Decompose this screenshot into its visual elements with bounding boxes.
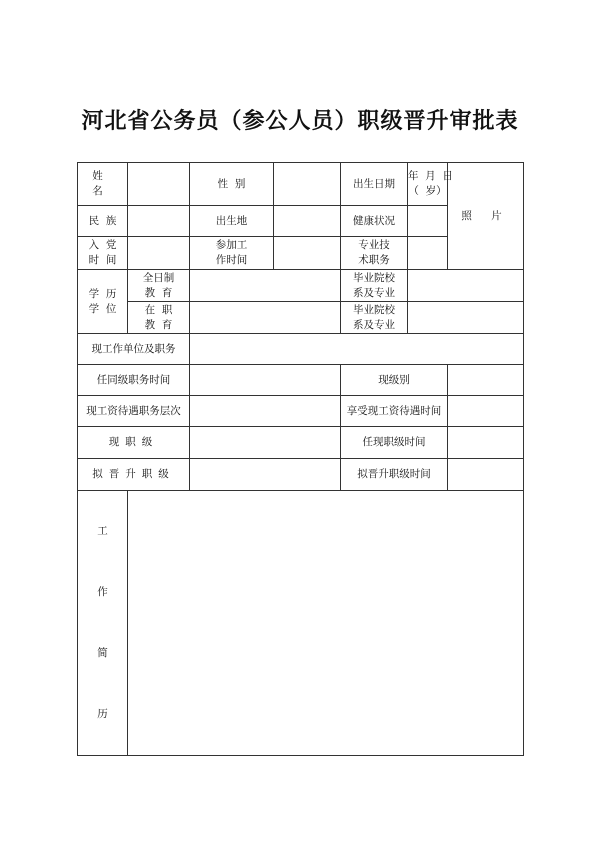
school-line1: 毕业院校 [353, 271, 395, 284]
health-value[interactable] [408, 206, 448, 237]
school-line2: 系及专业 [353, 286, 395, 299]
professional-title-value[interactable] [408, 237, 448, 270]
resume-char-4: 历 [97, 708, 108, 720]
education-line2: 学 位 [88, 302, 117, 315]
name-value[interactable] [128, 163, 190, 206]
gender-value[interactable] [274, 163, 341, 206]
gender-label: 性 别 [190, 163, 274, 206]
enjoy-salary-time-value[interactable] [448, 396, 524, 427]
current-unit-value[interactable] [190, 334, 524, 365]
current-grade-label: 现级别 [341, 365, 448, 396]
inservice-school-label [341, 302, 408, 334]
proposed-rank-time-label: 拟晋升职级时间 [341, 459, 448, 491]
ethnicity-label: 民 族 [78, 206, 128, 237]
work-start-line1: 参加工 [215, 239, 248, 251]
current-rank-time-label: 任现职级时间 [341, 427, 448, 459]
work-start-label [190, 237, 274, 270]
inservice-school-value[interactable] [408, 302, 524, 334]
work-resume-label [78, 491, 128, 756]
birthplace-value[interactable] [274, 206, 341, 237]
fulltime-school-label [341, 270, 408, 302]
salary-level-label: 现工资待遇职务层次 [78, 396, 190, 427]
enjoy-salary-time-label: 享受现工资待遇时间 [341, 396, 448, 427]
fulltime-education-value[interactable] [190, 270, 341, 302]
birth-date-label: 出生日期 [341, 163, 408, 206]
party-join-line1: 入 党 [88, 239, 117, 251]
professional-title-label [341, 237, 408, 270]
same-level-time-label: 任同级职务时间 [78, 365, 190, 396]
health-label: 健康状况 [341, 206, 408, 237]
page-title: 河北省公务员（参公人员）职级晋升审批表 [81, 109, 519, 134]
fulltime-education-label [128, 270, 190, 302]
salary-level-value[interactable] [190, 396, 341, 427]
inservice-education-label [128, 302, 190, 334]
resume-char-2: 作 [97, 586, 108, 598]
fulltime-line2: 教 育 [144, 286, 173, 299]
resume-char-1: 工 [97, 525, 108, 537]
professional-title-line1: 专业技 [358, 239, 390, 251]
work-start-line2: 作时间 [215, 254, 248, 266]
fulltime-school-value[interactable] [408, 270, 524, 302]
birthplace-label: 出生地 [190, 206, 274, 237]
ethnicity-value[interactable] [128, 206, 190, 237]
current-rank-time-value[interactable] [448, 427, 524, 459]
inservice-line2: 教 育 [144, 318, 173, 331]
party-join-line2: 时 间 [88, 254, 117, 266]
education-label [78, 270, 128, 334]
proposed-rank-value[interactable] [190, 459, 341, 491]
birth-ymd: 年 月 日 [408, 170, 453, 182]
current-rank-label: 现职级 [78, 427, 190, 459]
work-start-value[interactable] [274, 237, 341, 270]
fulltime-line1: 全日制 [142, 271, 175, 284]
name-label: 姓 名 [78, 163, 128, 206]
resume-char-3: 简 [97, 647, 108, 659]
current-grade-value[interactable] [448, 365, 524, 396]
inservice-line1: 在 职 [144, 303, 173, 316]
school2-line1: 毕业院校 [353, 303, 395, 316]
inservice-education-value[interactable] [190, 302, 341, 334]
work-resume-value[interactable] [128, 491, 524, 756]
birth-age: （ 岁） [408, 185, 447, 197]
education-line1: 学 历 [88, 287, 117, 300]
approval-form-table [77, 162, 524, 756]
proposed-rank-time-value[interactable] [448, 459, 524, 491]
professional-title-line2: 术职务 [358, 254, 390, 266]
party-join-value[interactable] [128, 237, 190, 270]
party-join-label [78, 237, 128, 270]
photo-area[interactable]: 照 片 [448, 163, 524, 270]
same-level-time-value[interactable] [190, 365, 341, 396]
current-rank-value[interactable] [190, 427, 341, 459]
birth-date-value[interactable] [408, 163, 453, 206]
school2-line2: 系及专业 [353, 318, 395, 331]
current-unit-label: 现工作单位及职务 [78, 334, 190, 365]
proposed-rank-label: 拟晋升职级 [78, 459, 190, 491]
